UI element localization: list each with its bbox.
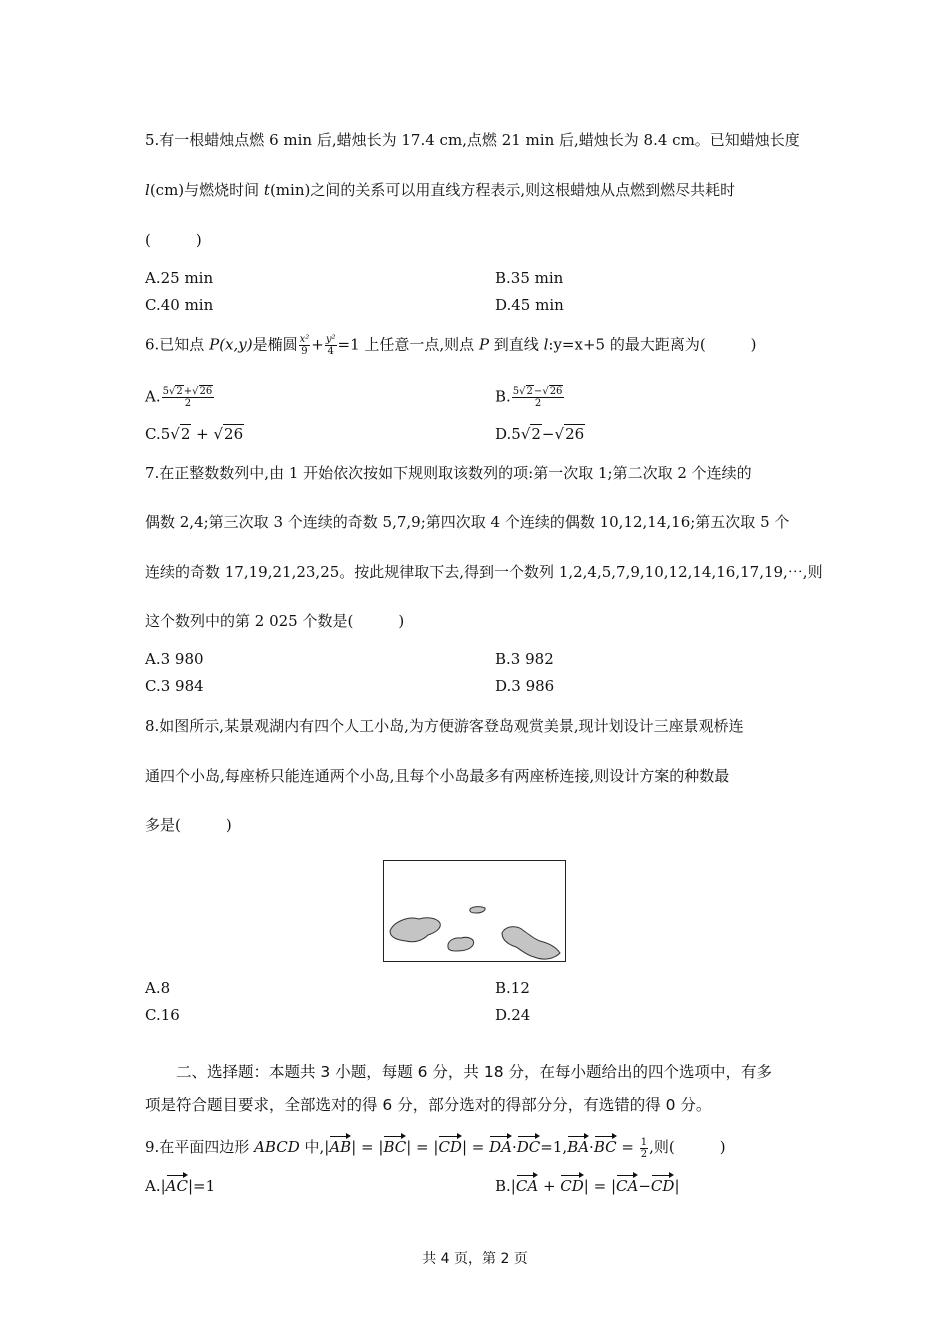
q7-option-a[interactable]: A.3 980: [145, 650, 204, 668]
q9-option-b[interactable]: B.|CA + CD| = |CA−CD|: [495, 1174, 680, 1196]
section2-heading-line2: 项是符合题目要求，全部选对的得 6 分，部分选对的得部分分，有选错的得 0 分。: [145, 1096, 712, 1114]
q5-option-c[interactable]: C.40 min: [145, 296, 214, 314]
fraction-y2-4: $\frac{\text{y²}}{4}$: [325, 334, 336, 357]
q7-option-b[interactable]: B.3 982: [495, 650, 554, 668]
q5-stem-line1: 5.有一根蜡烛点燃 6 min 后,蜡烛长为 17.4 cm,点燃 21 min 后,蜡烛长为 8.4 cm。已知蜡烛长度: [145, 131, 800, 149]
q8-option-d[interactable]: D.24: [495, 1006, 531, 1024]
q8-stem-line2: 通四个小岛,每座桥只能连通两个小岛,且每个小岛最多有两座桥连接,则设计方案的种数最: [145, 767, 730, 785]
island-4: [502, 927, 560, 959]
page-footer: 共 4 页，第 2 页: [422, 1251, 528, 1267]
q7-option-c[interactable]: C.3 984: [145, 677, 204, 695]
fraction-x2-9: $\frac{\text{x²}}{9}$: [299, 334, 310, 357]
q9-option-a[interactable]: A.|AC|=1: [145, 1174, 215, 1196]
q5-option-d[interactable]: D.45 min: [495, 296, 564, 314]
section2-heading-line1: 二、选择题：本题共 3 小题，每题 6 分，共 18 分，在每小题给出的四个选项中，有多: [176, 1063, 773, 1081]
q6-option-c[interactable]: C.5√2 + √26: [145, 425, 244, 443]
islands-map: [384, 861, 565, 961]
q6-option-a[interactable]: A. $\frac{5√2+√26}{2}$: [145, 386, 213, 409]
q5-option-b[interactable]: B.35 min: [495, 269, 564, 287]
q9-stem: 9.在平面四边形 ABCD 中,|AB| = |BC| = |CD| = DA·DC=1,BA·BC = $\frac{1}{2}$ ,则( ): [145, 1136, 726, 1160]
q8-option-b[interactable]: B.12: [495, 979, 530, 997]
q6-option-d[interactable]: D.5√2−√26: [495, 425, 585, 443]
q8-stem-line3: 多是( ): [145, 816, 232, 834]
q5-stem-line2: l(cm)与燃烧时间 t(min)之间的关系可以用直线方程表示,则这根蜡烛从点燃到燃尽共耗时: [145, 181, 736, 199]
island-2: [470, 907, 485, 913]
lake-islands-figure: [383, 860, 566, 962]
q7-stem-line3: 连续的奇数 17,19,21,23,25。按此规律取下去,得到一个数列 1,2,4,5,7,9,10,12,14,16,17,19,⋯,则: [145, 563, 823, 581]
island-3: [448, 937, 474, 951]
q7-option-d[interactable]: D.3 986: [495, 677, 555, 695]
q8-option-a[interactable]: A.8: [145, 979, 171, 997]
q5-stem-line3: ( ): [145, 231, 202, 249]
q5-option-a[interactable]: A.25 min: [145, 269, 214, 287]
q7-stem-line1: 7.在正整数数列中,由 1 开始依次按如下规则取该数列的项:第一次取 1;第二次取 2 个连续的: [145, 464, 752, 482]
q6-option-b[interactable]: B. $\frac{5√2-√26}{2}$: [495, 386, 563, 409]
island-1: [390, 918, 440, 942]
q8-stem-line1: 8.如图所示,某景观湖内有四个人工小岛,为方便游客登岛观赏美景,现计划设计三座景观桥连: [145, 717, 744, 735]
q6-stem: 6.已知点 P(x,y)是椭圆 $\frac{\text{x²}}{9}$ + $\frac{\text{y²}}{4}$ =1 上任意一点,则点 P 到直线 l:y=x+5 的最大距离为( ): [145, 334, 757, 357]
q7-stem-line4: 这个数列中的第 2 025 个数是( ): [145, 612, 405, 630]
q7-stem-line2: 偶数 2,4;第三次取 3 个连续的奇数 5,7,9;第四次取 4 个连续的偶数 10,12,14,16;第五次取 5 个: [145, 513, 790, 531]
q8-option-c[interactable]: C.16: [145, 1006, 180, 1024]
